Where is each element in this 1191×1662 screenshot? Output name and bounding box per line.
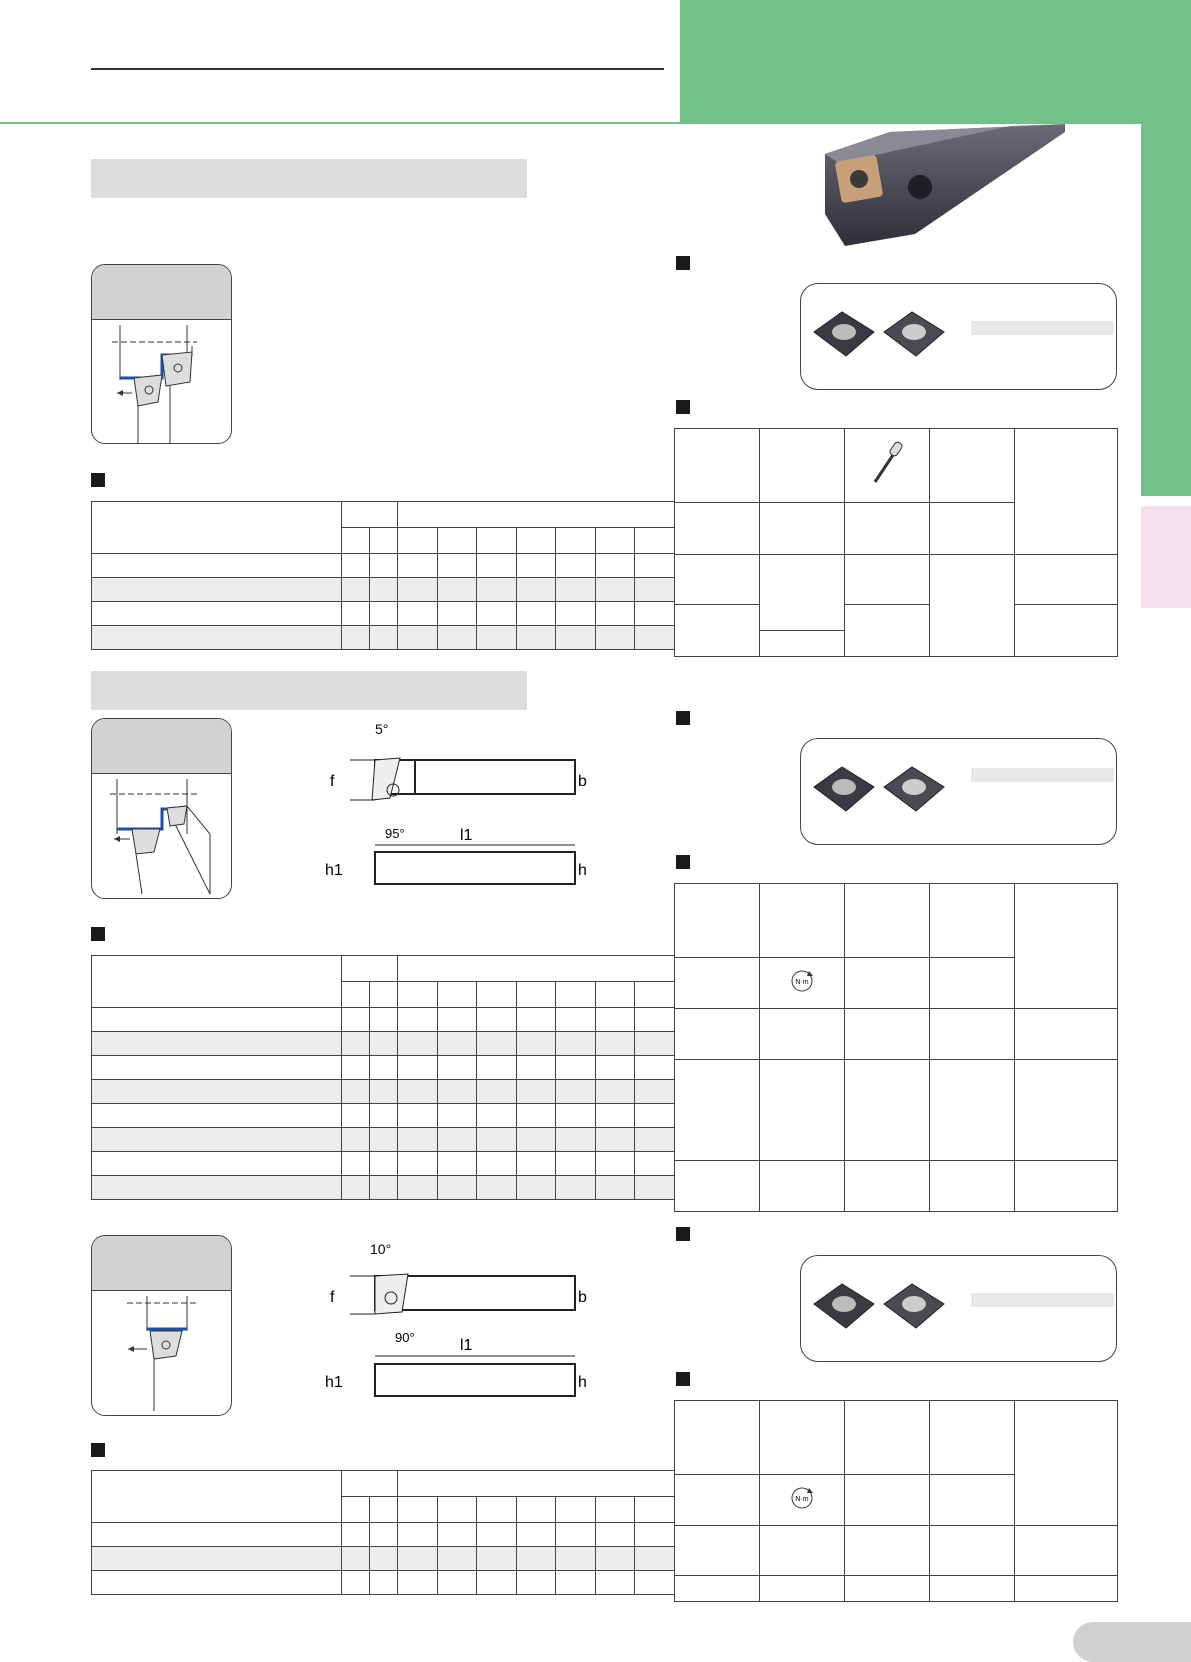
table-row <box>92 1176 675 1200</box>
section2-insert-box <box>800 738 1117 845</box>
section1-spares-marker <box>676 400 690 414</box>
table-row <box>92 1032 675 1056</box>
svg-text:N·m: N·m <box>795 978 809 986</box>
dim-l1-label: l1 <box>460 1337 473 1354</box>
table-row <box>92 1547 675 1571</box>
dim-h-label: h <box>578 862 587 879</box>
side-tab-pink[interactable] <box>1141 506 1191 608</box>
section2-spares-marker <box>676 855 690 869</box>
section2-table-marker <box>91 927 105 941</box>
section3-spares-marker <box>676 1372 690 1386</box>
boring-operation-icon <box>92 320 232 444</box>
section3-insert-box <box>800 1255 1117 1362</box>
svg-text:N·m: N·m <box>795 1495 809 1503</box>
section2-spares-table <box>674 883 1118 1212</box>
section2-operation-icon <box>91 718 232 899</box>
side-tab-green[interactable] <box>1141 124 1191 496</box>
dim-f-label: f <box>330 1289 335 1306</box>
table-row <box>92 1128 675 1152</box>
table-row <box>92 626 675 650</box>
dim-b-label: b <box>578 773 587 790</box>
insert-photo <box>806 304 956 374</box>
angle-bottom-label: 95° <box>385 826 405 841</box>
table-row <box>92 1008 675 1032</box>
table-row <box>92 578 675 602</box>
table-row <box>92 1104 675 1128</box>
dim-b-label: b <box>578 1289 587 1306</box>
section1-table-marker <box>91 473 105 487</box>
angle-top-label: 5° <box>375 721 389 737</box>
tool-holder-photo <box>820 124 1070 250</box>
section1-spares-table <box>674 428 1118 657</box>
table-row <box>92 554 675 578</box>
insert-label-bar <box>971 321 1114 335</box>
dim-l1-label: l1 <box>460 827 473 844</box>
page-number-tab <box>1073 1622 1191 1662</box>
dim-h-label: h <box>578 1374 587 1391</box>
section3-insert-marker <box>676 1227 690 1241</box>
table-row <box>92 1571 675 1595</box>
section1-main-table <box>91 501 675 650</box>
insert-photo <box>806 759 956 829</box>
section3-operation-icon <box>91 1235 232 1416</box>
boring-operation-icon <box>92 774 232 899</box>
section1-insert-marker <box>676 256 690 270</box>
pin-wrench-icon <box>867 438 907 488</box>
table-row <box>92 1056 675 1080</box>
header-rule <box>91 68 664 70</box>
turning-operation-icon <box>92 1291 232 1416</box>
section3-main-table <box>91 1470 675 1595</box>
section1-operation-icon <box>91 264 232 444</box>
section2-title-bar <box>91 671 527 710</box>
table-row <box>92 602 675 626</box>
header-green-block <box>680 0 1191 124</box>
section2-dimension-drawing <box>320 720 610 890</box>
dim-h1-label: h1 <box>325 862 343 879</box>
section3-spares-table <box>674 1400 1118 1602</box>
angle-top-label: 10° <box>370 1241 392 1257</box>
torque-nm-icon <box>789 1485 815 1511</box>
section3-table-marker <box>91 1443 105 1457</box>
torque-nm-icon <box>789 968 815 994</box>
section1-title-bar <box>91 159 527 198</box>
insert-label-bar <box>971 1293 1114 1307</box>
section2-main-table <box>91 955 675 1200</box>
section1-insert-box <box>800 283 1117 390</box>
insert-label-bar <box>971 768 1114 782</box>
table-row <box>92 1523 675 1547</box>
table-row <box>92 1152 675 1176</box>
dim-f-label: f <box>330 773 335 790</box>
section3-dimension-drawing <box>320 1240 610 1410</box>
table-row <box>92 1080 675 1104</box>
dim-h1-label: h1 <box>325 1374 343 1391</box>
section2-insert-marker <box>676 711 690 725</box>
angle-bottom-label: 90° <box>395 1330 415 1345</box>
insert-photo <box>806 1276 956 1346</box>
